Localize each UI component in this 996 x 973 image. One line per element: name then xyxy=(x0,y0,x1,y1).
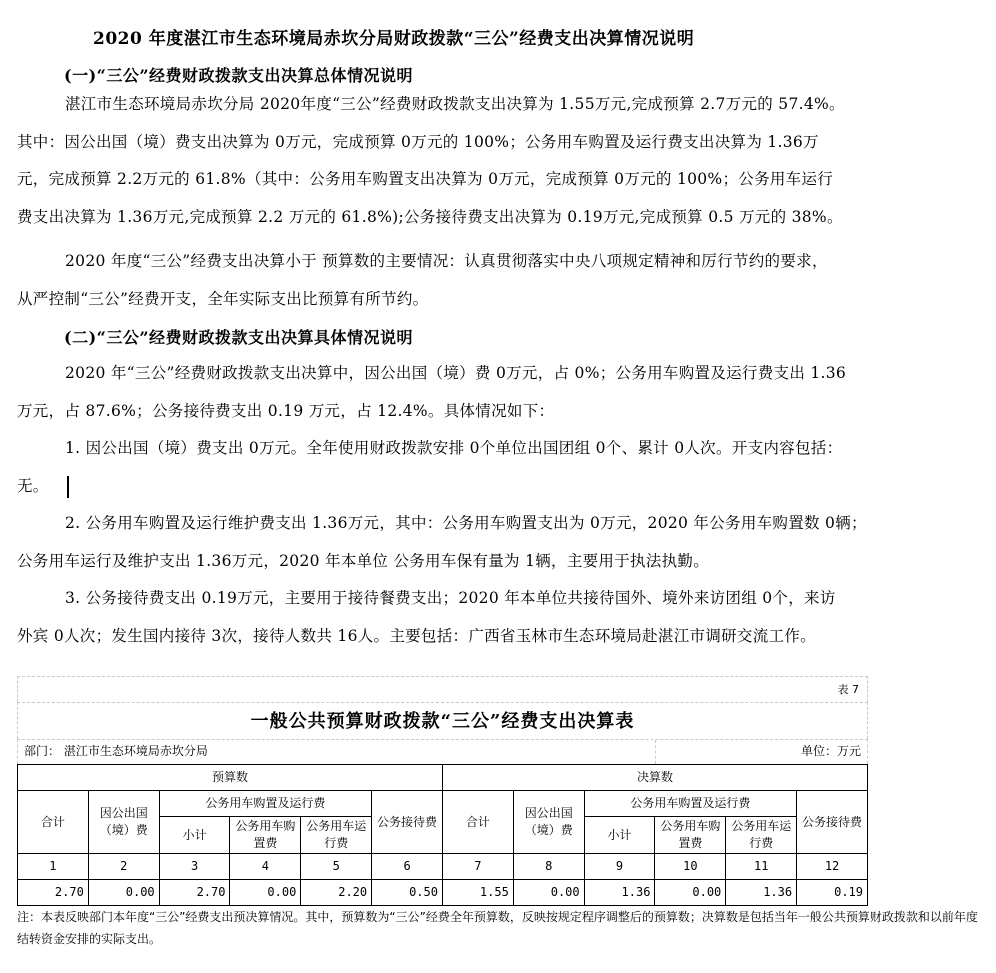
col-header-total: 合计 xyxy=(442,791,513,854)
department-label: 部门： 湛江市生态环境局赤坎分局 xyxy=(18,740,656,764)
document-title: 2020 年度湛江市生态环境局赤坎分局财政拨款“三公”经费支出决算情况说明 xyxy=(93,29,695,49)
col-header-abroad: 因公出国（境）费 xyxy=(88,791,159,854)
value-cell: 2.70 xyxy=(18,880,89,906)
value-cell: 1.55 xyxy=(442,880,513,906)
section2-heading: (二)“三公”经费财政拨款支出决算具体情况说明 xyxy=(64,328,414,347)
index-cell: 5 xyxy=(301,854,372,880)
value-cell: 2.70 xyxy=(159,880,230,906)
col-header-car-operation: 公务用车运行费 xyxy=(726,817,797,854)
table-note: 注：本表反映部门本年度“三公”经费支出预决算情况。其中，预算数为“三公”经费全年预算数，反映按规定程序调整后的预算数；决算数是包括当年一般公共预算财政拨款和以前年度结转资金安排的实际支出。 xyxy=(17,910,978,946)
index-cell: 2 xyxy=(88,854,159,880)
value-cell: 0.00 xyxy=(88,880,159,906)
group-header-budget: 预算数 xyxy=(18,765,443,791)
section2-item2 xyxy=(17,505,987,580)
text-line: 其中：因公出国（境）费支出决算为 0万元，完成预算 0万元的 100%；公务用车购置及运行费支出决算为 1.36万 xyxy=(17,132,819,151)
value-cell: 0.00 xyxy=(513,880,584,906)
unit-label: 单位：万元 xyxy=(800,744,861,758)
section1-paragraph1 xyxy=(17,86,987,236)
index-cell: 7 xyxy=(442,854,513,880)
value-cell: 1.36 xyxy=(584,880,655,906)
text-line: 1. 因公出国（境）费支出 0万元。全年使用财政拨款安排 0个单位出国团组 0个、累计 0人次。开支内容包括： xyxy=(65,439,843,457)
text-line: 元，完成预算 2.2万元的 61.8%（其中：公务用车购置支出决算为 0万元，完成预算 0万元的 100%；公务用车运行 xyxy=(17,170,834,188)
index-cell: 12 xyxy=(797,854,868,880)
table-number: 表 7 xyxy=(17,676,868,702)
index-cell: 8 xyxy=(513,854,584,880)
col-header-car-purchase: 公务用车购置费 xyxy=(230,817,301,854)
col-header-total: 合计 xyxy=(18,791,89,854)
three-public-expenses-table xyxy=(17,676,868,906)
group-header-final: 决算数 xyxy=(442,765,867,791)
text-line: 万元，占 87.6%；公务接待费支出 0.19 万元，占 12.4%。具体情况如下： xyxy=(17,401,555,420)
index-row xyxy=(18,854,868,880)
text-line: 2020 年“三公”经费财政拨款支出决算中，因公出国（境）费 0万元，占 0%；公务用车购置及运行费支出 1.36 xyxy=(65,364,847,382)
text-line: 2020 年度“三公”经费支出决算小于 预算数的主要情况：认真贯彻落实中央八项规定精神和厉行节约的要求， xyxy=(65,252,828,270)
col-header-car-purchase: 公务用车购置费 xyxy=(655,817,726,854)
text-line: 公务用车运行及维护支出 1.36万元，2020 年本单位 公务用车保有量为 1辆，主要用于执法执勤。 xyxy=(17,551,710,570)
text-cursor xyxy=(67,476,69,498)
text-line: 费支出决算为 1.36万元,完成预算 2.2 万元的 61.8%);公务接待费支出决算为 0.19万元,完成预算 0.5 万元的 38%。 xyxy=(17,207,843,226)
value-cell: 2.20 xyxy=(301,880,372,906)
value-cell: 1.36 xyxy=(726,880,797,906)
index-cell: 10 xyxy=(655,854,726,880)
text-line: 3. 公务接待费支出 0.19万元，主要用于接待餐费支出；2020 年本单位共接待国外、境外来访团组 0个，来访 xyxy=(65,589,836,607)
section1-paragraph2 xyxy=(17,243,987,318)
col-header-car-group: 公务用车购置及运行费 xyxy=(159,791,371,817)
value-cell: 0.50 xyxy=(372,880,443,906)
col-header-subtotal: 小计 xyxy=(159,817,230,854)
index-cell: 6 xyxy=(372,854,443,880)
section2-paragraph1 xyxy=(17,355,987,430)
section2-item1 xyxy=(17,430,987,505)
col-header-reception: 公务接待费 xyxy=(797,791,868,854)
index-cell: 1 xyxy=(18,854,89,880)
index-cell: 11 xyxy=(726,854,797,880)
text-line[interactable] xyxy=(17,468,987,506)
index-cell: 4 xyxy=(230,854,301,880)
col-header-car-operation: 公务用车运行费 xyxy=(301,817,372,854)
table-meta-row xyxy=(17,739,868,764)
index-cell: 9 xyxy=(584,854,655,880)
col-header-car-group: 公务用车购置及运行费 xyxy=(584,791,796,817)
table-title: 一般公共预算财政拨款“三公”经费支出决算表 xyxy=(17,702,868,739)
value-cell: 0.00 xyxy=(655,880,726,906)
value-cell: 0.00 xyxy=(230,880,301,906)
text-line: 外宾 0人次；发生国内接待 3次，接待人数共 16人。主要包括：广西省玉林市生态环境局赴湛江市调研交流工作。 xyxy=(17,626,816,645)
col-header-abroad: 因公出国（境）费 xyxy=(513,791,584,854)
section2-item3 xyxy=(17,580,987,655)
index-cell: 3 xyxy=(159,854,230,880)
value-row xyxy=(18,880,868,906)
col-header-subtotal: 小计 xyxy=(584,817,655,854)
text-line: 从严控制“三公”经费开支，全年实际支出比预算有所节约。 xyxy=(17,289,429,308)
col-header-reception: 公务接待费 xyxy=(372,791,443,854)
data-grid xyxy=(17,764,868,906)
text-line: 湛江市生态环境局赤坎分局 2020年度“三公”经费财政拨款支出决算为 1.55万元,完成预算 2.7万元的 57.4%。 xyxy=(65,95,845,113)
text-content: 无。 xyxy=(17,476,49,495)
value-cell: 0.19 xyxy=(797,880,868,906)
text-line: 2. 公务用车购置及运行维护费支出 1.36万元，其中：公务用车购置支出为 0万元，2020 年公务用车购置数 0辆； xyxy=(65,514,867,532)
section1-heading: (一)“三公”经费财政拨款支出决算总体情况说明 xyxy=(64,66,414,85)
